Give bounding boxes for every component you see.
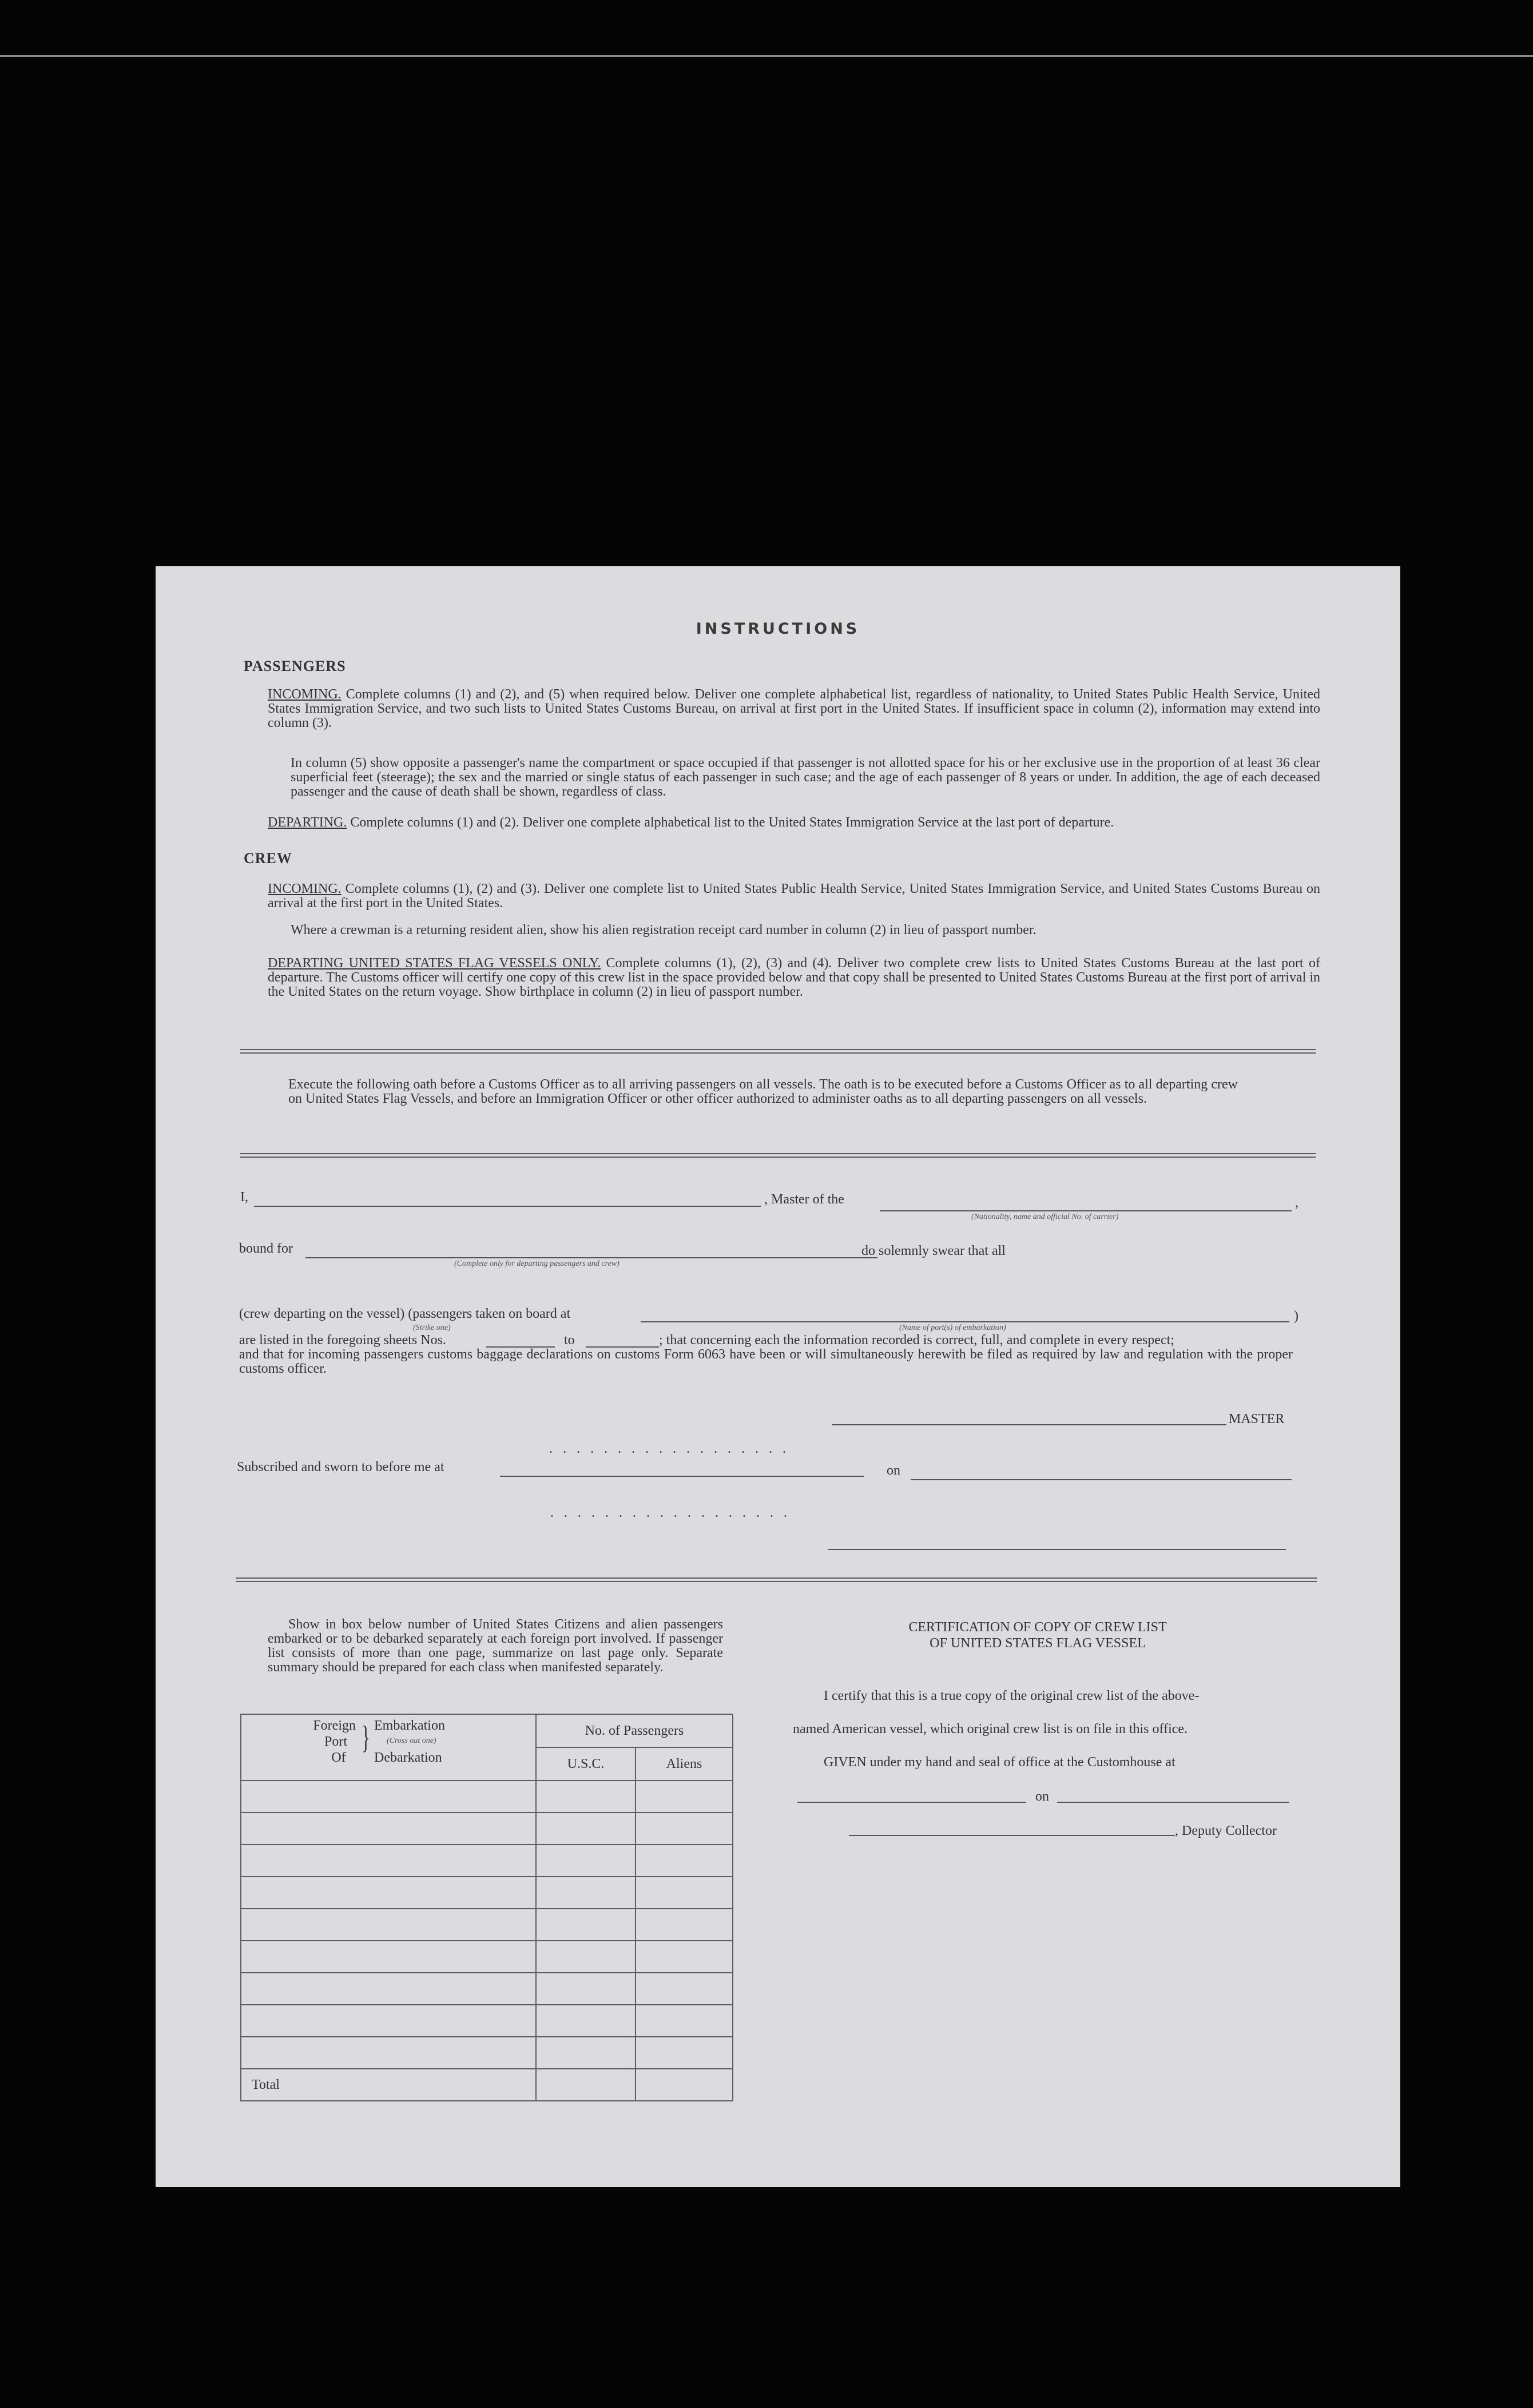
crew-departing-label: DEPARTING UNITED STATES FLAG VESSELS ONLY. bbox=[268, 956, 601, 971]
section-divider bbox=[240, 1049, 1316, 1054]
officer-signature-field[interactable] bbox=[828, 1549, 1286, 1550]
close-paren: ) bbox=[1294, 1309, 1298, 1324]
certification-line-1: I certify that this is a true copy of the original crew list of the above- bbox=[824, 1688, 1200, 1703]
passengers-incoming-label: INCOMING. bbox=[268, 687, 341, 702]
certification-title-line-1: CERTIFICATION OF COPY OF CREW LIST bbox=[908, 1620, 1167, 1635]
dotted-mark: . . . . . . . . . . . . . . . . . . bbox=[549, 1441, 789, 1456]
passengers-column5-paragraph: In column (5) show opposite a passenger's name the compartment or space occupied if that passenger is not allotted space for his or her exclusive use in the proportion of at least 36 clear superficial feet (steerage); the sex and the married or single status of each passenger in such case; and the age of each passenger of 8 years or under. In addition, the age of each deceased passenger and the cause of death shall be shown, regardless of class. bbox=[291, 756, 1320, 799]
page-title: INSTRUCTIONS bbox=[696, 620, 860, 638]
crew-incoming-text: Complete columns (1), (2) and (3). Deliver one complete list to United States Public Health Service, United States Immigration Service, and United States Customs Bureau on arrival at the first port in the United States. bbox=[268, 881, 1320, 911]
crew-departing-paragraph bbox=[268, 956, 1320, 999]
listed-label: are listed in the foregoing sheets Nos. bbox=[239, 1333, 446, 1348]
oath-i-label: I, bbox=[240, 1190, 248, 1205]
table-row[interactable] bbox=[241, 1909, 733, 1941]
certification-line-2: named American vessel, which original crew list is on file in this office. bbox=[793, 1722, 1188, 1737]
embarkation-label: Embarkation bbox=[374, 1718, 445, 1733]
carrier-field[interactable] bbox=[880, 1210, 1292, 1211]
certification-line-3: GIVEN under my hand and seal of office at the Customhouse at bbox=[824, 1755, 1175, 1770]
passengers-incoming-paragraph bbox=[268, 688, 1320, 730]
table-row[interactable] bbox=[241, 2037, 733, 2069]
of-label: Of bbox=[331, 1750, 346, 1765]
master-of-label: , Master of the bbox=[764, 1192, 844, 1207]
usc-label: U.S.C. bbox=[537, 1748, 636, 1780]
listed-statement: ; that concerning each the information recorded is correct, full, and complete in every respect; bbox=[659, 1333, 1174, 1348]
passengers-heading: PASSENGERS bbox=[244, 658, 346, 674]
crew-incoming-label: INCOMING. bbox=[268, 881, 341, 896]
total-row[interactable] bbox=[241, 2069, 733, 2101]
passenger-summary-table bbox=[240, 1714, 733, 2101]
bound-for-caption: (Complete only for departing passengers and crew) bbox=[454, 1259, 619, 1268]
ports-caption: (Name of port(s) of embarkation) bbox=[899, 1324, 1006, 1332]
table-row[interactable] bbox=[241, 1845, 733, 1877]
strike-caption: (Strike one) bbox=[413, 1324, 451, 1332]
debarkation-label: Debarkation bbox=[374, 1750, 442, 1765]
section-divider bbox=[240, 1153, 1316, 1158]
sworn-at-field[interactable] bbox=[500, 1476, 864, 1477]
port-label: Port bbox=[324, 1734, 347, 1749]
sworn-date-field[interactable] bbox=[911, 1479, 1292, 1480]
certification-title-line-2: OF UNITED STATES FLAG VESSEL bbox=[930, 1636, 1146, 1651]
bound-for-label: bound for bbox=[239, 1241, 293, 1256]
passengers-departing-paragraph bbox=[268, 816, 1320, 830]
scan-border-line bbox=[0, 55, 1533, 57]
comma-mark: , bbox=[1295, 1195, 1298, 1210]
passengers-departing-text: Complete columns (1) and (2). Deliver one complete alphabetical list to the United States Immigration Service at the last port of departure. bbox=[347, 815, 1114, 830]
baggage-declaration-text: and that for incoming passengers customs baggage declarations on customs Form 6063 have been or will simultaneously herewith be filed as required by law and regulation with the proper customs officer. bbox=[239, 1347, 1293, 1376]
table-row[interactable] bbox=[241, 1813, 733, 1845]
embarkation-ports-field[interactable] bbox=[641, 1321, 1289, 1322]
table-row[interactable] bbox=[241, 1781, 733, 1813]
crew-resident-paragraph: Where a crewman is a returning resident alien, show his alien registration receipt card number in column (2) in lieu of passport number. bbox=[291, 923, 1036, 937]
deputy-signature-field[interactable] bbox=[849, 1835, 1175, 1836]
sworn-on-label: on bbox=[887, 1463, 900, 1478]
dotted-mark: . . . . . . . . . . . . . . . . . . bbox=[550, 1505, 791, 1520]
oath-intro: Execute the following oath before a Customs Officer as to all arriving passengers on all vessels. The oath is to be executed before a Customs Officer as to all departing crew on United States Flag Vessels, and before an Immigration Officer or other officer authorized to administer oaths as to all departing passengers on all vessels. bbox=[288, 1077, 1238, 1106]
master-name-field[interactable] bbox=[254, 1206, 761, 1207]
crew-heading: CREW bbox=[244, 850, 292, 867]
table-row[interactable] bbox=[241, 2005, 733, 2037]
passengers-header-cell bbox=[536, 1714, 733, 1781]
master-signature-field[interactable] bbox=[832, 1424, 1226, 1425]
certification-date-field[interactable] bbox=[1057, 1802, 1289, 1803]
swear-text: do solemnly swear that all bbox=[861, 1243, 1006, 1258]
cross-out-caption: (Cross out one) bbox=[387, 1737, 436, 1745]
aliens-label: Aliens bbox=[666, 1757, 702, 1771]
table-row[interactable] bbox=[241, 1973, 733, 2005]
table-row[interactable] bbox=[241, 1941, 733, 1973]
listed-to-label: to bbox=[564, 1333, 575, 1348]
no-passengers-label: No. of Passengers bbox=[537, 1715, 732, 1748]
total-label: Total bbox=[241, 2069, 536, 2101]
deputy-collector-label: , Deputy Collector bbox=[1175, 1823, 1277, 1838]
certification-on-label: on bbox=[1035, 1789, 1049, 1804]
crew-incoming-paragraph bbox=[268, 882, 1320, 911]
section-divider bbox=[236, 1577, 1317, 1582]
form-page bbox=[156, 566, 1400, 2187]
foreign-label: Foreign bbox=[313, 1718, 356, 1733]
carrier-caption: (Nationality, name and official No. of carrier) bbox=[971, 1213, 1119, 1221]
summary-instructions: Show in box below number of United States Citizens and alien passengers embarked or to be debarked separately at each foreign port involved. If passenger list consists of more than one page, summarize on last page only. Separate summary should be prepared for each class when manifested separately. bbox=[268, 1617, 723, 1675]
crew-departing-text: Complete columns (1), (2), (3) and (4). Deliver two complete crew lists to United States Customs Bureau at the last port of departure. The Customs officer will certify one copy of this crew list in the space provided below and that copy shall be presented to United States Customs Bureau at the first port of arrival in the United States on the return voyage. Show birthplace in column (2) in lieu of passport number. bbox=[268, 956, 1320, 999]
table-row[interactable] bbox=[241, 1877, 733, 1909]
passengers-departing-label: DEPARTING. bbox=[268, 815, 347, 830]
bound-for-field[interactable] bbox=[305, 1257, 877, 1258]
crew-passengers-label: (crew departing on the vessel) (passengers taken on board at bbox=[239, 1306, 571, 1321]
subscribed-label: Subscribed and sworn to before me at bbox=[237, 1460, 444, 1475]
port-header-cell bbox=[241, 1714, 536, 1781]
master-label: MASTER bbox=[1229, 1412, 1285, 1426]
passengers-incoming-text: Complete columns (1) and (2), and (5) when required below. Deliver one complete alphabetical list, regardless of nationality, to United States Public Health Service, United States Immigration Service, and two such lists to United States Customs Bureau, on arrival at first port in the United States. If insufficient space in column (2), information may extend into column (3). bbox=[268, 687, 1320, 730]
brace-mark: } bbox=[362, 1720, 370, 1755]
customhouse-field[interactable] bbox=[797, 1802, 1026, 1803]
